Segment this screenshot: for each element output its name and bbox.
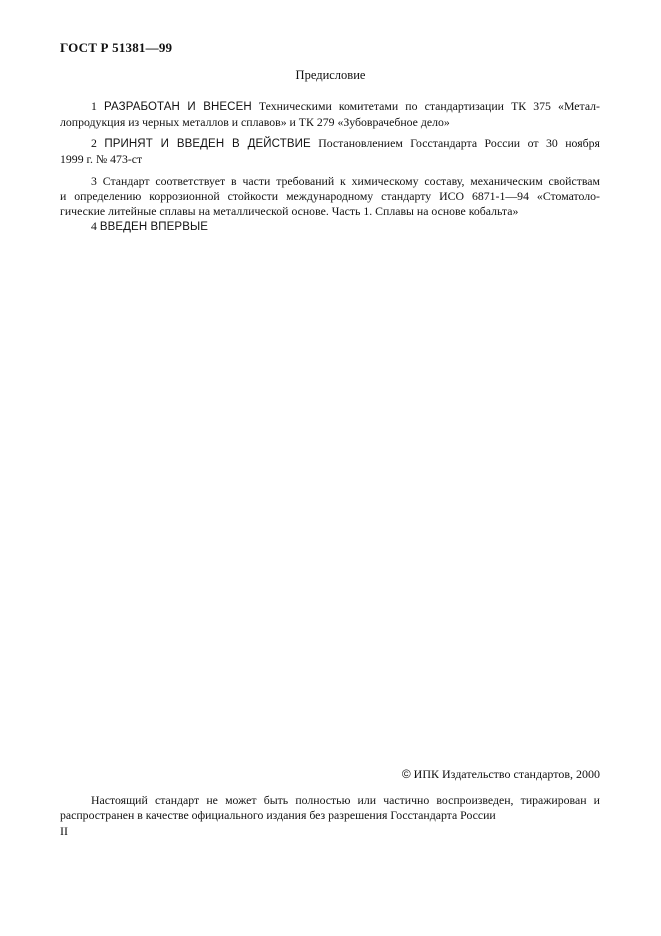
preface-item-1-line-1 bbox=[60, 99, 600, 115]
preface-title: Предисловие bbox=[295, 68, 366, 82]
item-caps-heading: ВВЕДЕН ВПЕРВЫЕ bbox=[99, 221, 209, 233]
item-number: 2 bbox=[91, 136, 97, 150]
preface-item-3-line-2: и определению коррозионной стойкости международному стандарту ИСО 6871-1—94 «Стоматоло- bbox=[60, 189, 600, 203]
item-number: 1 bbox=[91, 99, 97, 113]
copyright-line bbox=[402, 767, 600, 782]
preface-item-2 bbox=[60, 136, 600, 167]
document-header: ГОСТ Р 51381—99 bbox=[60, 40, 173, 55]
item-number: 3 bbox=[91, 174, 97, 188]
item-text: Стандарт соответствует в части требований к химическому составу, механическим свойствам bbox=[102, 174, 600, 188]
preface-item-3 bbox=[60, 174, 600, 219]
preface-item-3-line-3: гические литейные сплавы на металлической основе. Часть 1. Сплавы на основе кобальта» bbox=[60, 204, 519, 218]
copyright-symbol: © bbox=[401, 767, 411, 781]
preface-item-3-line-1 bbox=[60, 174, 600, 189]
copyright-text: ИПК Издательство стандартов, 2000 bbox=[413, 767, 600, 781]
item-text: Постановлением Госстандарта России от 30 ноября bbox=[318, 136, 600, 150]
preface-item-1-line-2: лопродукция из черных металлов и сплавов» и ТК 279 «Зубоврачебное дело» bbox=[60, 115, 450, 129]
item-text: Техническими комитетами по стандартизации ТК 375 «Метал- bbox=[258, 99, 600, 113]
preface-item-2-line-1 bbox=[60, 136, 600, 152]
item-caps-heading: ПРИНЯТ И ВВЕДЕН В ДЕЙСТВИЕ bbox=[104, 138, 311, 150]
preface-item-2-line-2: 1999 г. № 473-ст bbox=[60, 152, 143, 166]
item-number: 4 bbox=[91, 219, 97, 233]
item-caps-heading: РАЗРАБОТАН И ВНЕСЕН bbox=[104, 101, 252, 113]
notice-line-2: распространен в качестве официального издания без разрешения Госстандарта России bbox=[60, 808, 496, 822]
reproduction-notice bbox=[60, 793, 600, 823]
preface-item-4 bbox=[60, 219, 600, 235]
preface-item-1 bbox=[60, 99, 600, 130]
preface-item-4-line-1 bbox=[60, 219, 600, 235]
notice-line-1: Настоящий стандарт не может быть полностью или частично воспроизведен, тиражирован и bbox=[91, 793, 600, 807]
page-number: II bbox=[60, 824, 68, 838]
